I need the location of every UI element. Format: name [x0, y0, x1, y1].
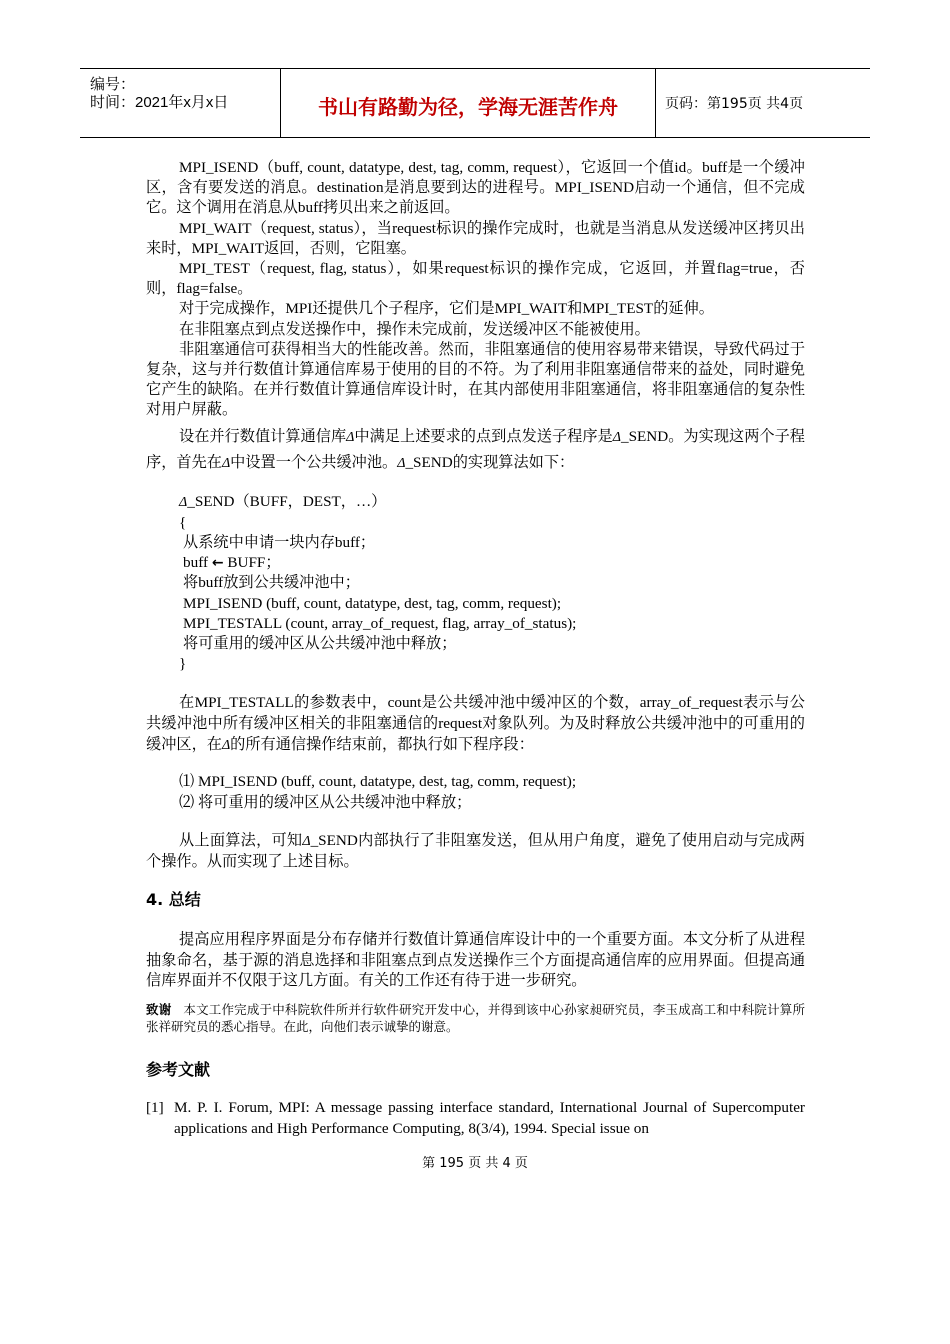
code-open-brace: { [179, 513, 187, 531]
text-run: 中设置一个公共缓冲池。 [230, 453, 398, 471]
header-motto: 书山有路勤为径，学海无涯苦作舟 [318, 95, 618, 119]
code-line-3: 将buff放到公共缓冲池中； [183, 574, 360, 592]
acknowledgement-label: 致谢 [146, 1002, 172, 1018]
header-page-cell [655, 69, 870, 137]
reference-number: [1] [146, 1099, 164, 1117]
delta-symbol: Δ [612, 429, 621, 445]
paragraph-buffer-note: 在非阻塞点到点发送操作中，操作未完成前，发送缓冲区不能被使用。 [179, 320, 650, 338]
text-run: 设在并行数值计算通信库 [179, 427, 347, 445]
section-heading-summary: 4. 总结 [146, 890, 201, 910]
document-body [146, 158, 805, 1139]
references-heading: 参考文献 [146, 1060, 211, 1080]
delta-symbol: Δ [302, 833, 311, 849]
paragraph-mpi-test: MPI_TEST（request, flag, status），如果request标识的操作完成，它返回，并置flag=true，否则，flag=false。 [146, 260, 805, 298]
left-arrow-icon: ← [211, 555, 224, 572]
paragraph-mpi-isend: MPI_ISEND（buff, count, datatype, dest, tag, comm, request），它返回一个值id。buff是一个缓冲区，含有要发送的消息。destination是消息要到达的进程号。MPI_ISEND启动一个通信，但不完成它。这个调用在消息从buff拷贝出来之前返回。 [146, 159, 805, 217]
delta-symbol: Δ [397, 455, 406, 471]
code-close-brace: } [179, 655, 187, 673]
reference-item [146, 1098, 805, 1138]
page-footer: 第 195 页 共 4 页 [422, 1156, 528, 1171]
header-motto-cell [280, 69, 656, 137]
delta-symbol: Δ [179, 494, 188, 510]
paragraph-nonblocking-benefit: 非阻塞通信可获得相当大的性能改善。然而，非阻塞通信的使用容易带来错误，导致代码过于复杂，这与并行数值计算通信库易于使用的目的不符。为了利用非阻塞通信带来的益处，同时避免它产生的缺陷。在并行数值计算通信库设计时，在其内部使用非阻塞通信，将非阻塞通信的复杂性对用户屏蔽。 [146, 340, 805, 419]
code-text: _SEND（BUFF，DEST，…） [187, 492, 387, 510]
paragraph-summary: 提高应用程序界面是分布存储并行数值计算通信库设计中的一个重要方面。本文分析了从进程抽象命名，基于源的消息选择和非阻塞点到点发送操作三个方面提高通信库的应用界面。但提高通信库界面并不仅限于这几方面。有关的工作还有待于进一步研究。 [146, 931, 805, 989]
paragraph-send-intro [146, 424, 805, 476]
delta-symbol: Δ [221, 455, 231, 471]
document-number-label: 编号： [90, 76, 136, 93]
text-run: 在MPI_TESTALL的参数表中，count是公共缓冲池中缓冲区的个数，array_of_request表示与公共缓冲池中所有缓冲区相关的非阻塞通信的request对象队列。为及时释放公共缓冲池中的可重用的缓冲区，在 [146, 694, 805, 754]
code-text: BUFF； [227, 554, 281, 572]
text-run: _SEND的实现算法如下： [405, 453, 575, 471]
paragraph-conclusion-algo [146, 831, 805, 872]
algorithm-code-block [146, 492, 805, 675]
code-line-4: MPI_ISEND (buff, count, datatype, dest, tag, comm, request); [183, 594, 562, 612]
step-2: ⑵ 将可重用的缓冲区从公共缓冲池中释放； [179, 793, 472, 811]
text-run: 中满足上述要求的点到点发送子程序是 [354, 427, 613, 445]
step-1: ⑴ MPI_ISEND (buff, count, datatype, dest, tag, comm, request); [179, 773, 577, 791]
reference-text: M. P. I. Forum, MPI: A message passing interface standard, International Journal of Supercomputer applications and High Performance Computing, 8(3/4), 1994. Special issue on [174, 1099, 805, 1137]
paragraph-completion-ops: 对于完成操作，MPI还提供几个子程序，它们是MPI_WAIT和MPI_TEST的延伸。 [179, 300, 714, 318]
header-page-number: 页码：第195页 共4页 [665, 96, 804, 112]
program-steps [146, 772, 805, 812]
code-signature [179, 492, 805, 513]
code-line-1: 从系统中申请一块内存buff； [183, 534, 376, 552]
code-line-6: 将可重用的缓冲区从公共缓冲池中释放； [183, 635, 457, 653]
code-line-5: MPI_TESTALL (count, array_of_request, flag, array_of_status); [183, 614, 577, 632]
code-line-2 [179, 553, 805, 573]
page-header [80, 68, 870, 138]
delta-symbol: Δ [346, 429, 355, 445]
text-run: 的所有通信操作结束前，都执行如下程序段： [230, 736, 534, 754]
document-date-label: 时间：2021年x月x日 [90, 94, 229, 111]
acknowledgement [146, 1001, 805, 1036]
paragraph-testall [146, 692, 805, 756]
delta-symbol: Δ [221, 738, 231, 754]
text-run: _SEND。为实现这两个子程序，首先在 [146, 427, 805, 471]
acknowledgement-text: 本文工作完成于中科院软件所并行软件研究开发中心，并得到该中心孙家昶研究员，李玉成高工和中科院计算所张祥研究员的悉心指导。在此，向他们表示诚挚的谢意。 [146, 1003, 805, 1035]
code-text: buff [183, 554, 209, 572]
paragraph-mpi-wait: MPI_WAIT（request, status），当request标识的操作完成时，也就是当消息从发送缓冲区拷贝出来时，MPI_WAIT返回，否则，它阻塞。 [146, 219, 805, 257]
header-meta-cell [80, 69, 280, 137]
text-run: 从上面算法，可知 [179, 831, 303, 849]
text-run: _SEND内部执行了非阻塞发送，但从用户角度，避免了使用启动与完成两个操作。从而实现了上述目标。 [146, 831, 805, 871]
